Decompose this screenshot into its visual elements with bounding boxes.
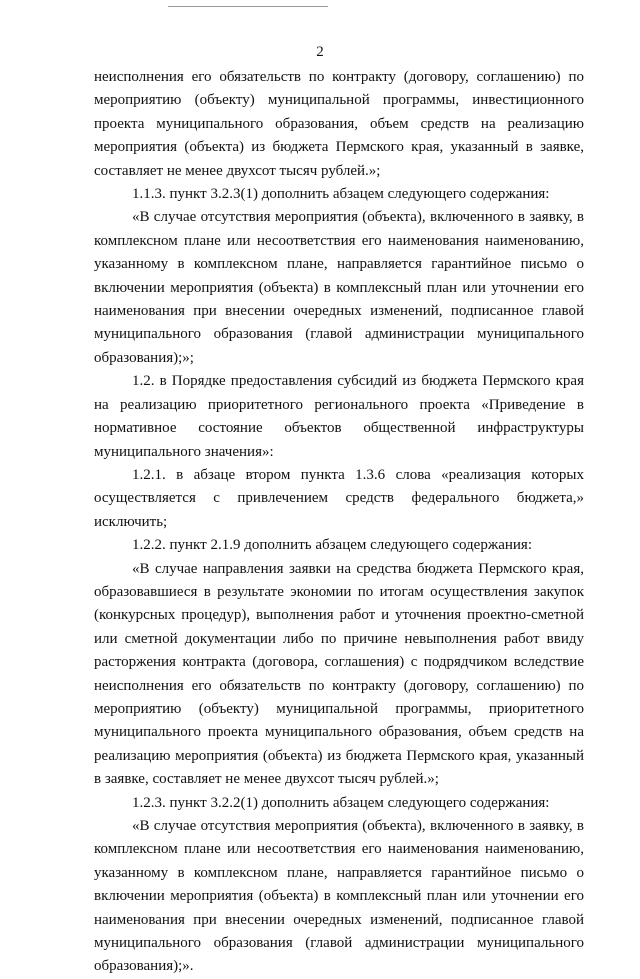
paragraph-1-2-3: 1.2.3. пункт 3.2.2(1) дополнить абзацем следующего содержания: [132, 794, 550, 811]
paragraph-1-1-3: 1.1.3. пункт 3.2.3(1) дополнить абзацем следующего содержания: [132, 186, 550, 203]
paragraph-1-2: 1.2. в Порядке предоставления субсидий из бюджета Пермского края на реализацию приоритетного регионального проекта «Приведение в нормативное состояние объектов общественной инфраструктуры муниципального значения»: [94, 373, 584, 460]
paragraph-quote-3: «В случае отсутствия мероприятия (объекта), включенного в заявку, в комплексном плане или несоответствия его наименования наименованию, указанному в комплексном плане, направляется гарантийное письмо о включении мероприятия (объекта) в комплексный план или уточнении его наименования при внесении очередных изменений, подписанное главой муниципального образования (главой администрации муниципального образования);». [94, 818, 584, 975]
paragraph-1-2-2: 1.2.2. пункт 2.1.9 дополнить абзацем следующего содержания: [132, 537, 532, 554]
document-body [94, 66, 584, 979]
paragraph-continuation: неисполнения его обязательств по контракту (договору, соглашению) по мероприятию (объекту) муниципальной программы, инвестиционного проекта муниципального образования, объем средств на реализацию мероприятия (объекта) из бюджета Пермского края, указанный в заявке, составляет не менее двухсот тысяч рублей.»; [94, 69, 584, 179]
paragraph-1-2-1: 1.2.1. в абзаце втором пункта 1.3.6 слова «реализация которых осуществляется с привлечением средств федерального бюджета,» исключить; [94, 466, 584, 530]
paragraph-quote-2: «В случае направления заявки на средства бюджета Пермского края, образовавшиеся в результате экономии по итогам осуществления закупок (конкурсных процедур), выполнения работ и уточнения проектно-сметной или сметной документации либо по причине невыполнения работ ввиду расторжения контракта (договора, соглашения) с подрядчиком вследствие неисполнения его обязательств по контракту (договору, соглашению) по мероприятию (объекту) муниципальной программы, приоритетного муниципального проекта муниципального образования, объем средств на реализацию мероприятия (объекта) из бюджета Пермского края, указанный в заявке, составляет не менее двухсот тысяч рублей.»; [94, 560, 584, 788]
top-rule [168, 6, 328, 7]
paragraph-quote-1: «В случае отсутствия мероприятия (объекта), включенного в заявку, в комплексном плане или несоответствия его наименования наименованию, указанному в комплексном плане, направляется гарантийное письмо о включении мероприятия (объекта) в комплексный план или уточнении его наименования при внесении очередных изменений, подписанное главой муниципального образования (главой администрации муниципального образования);»; [94, 209, 584, 366]
page-number: 2 [316, 44, 324, 60]
